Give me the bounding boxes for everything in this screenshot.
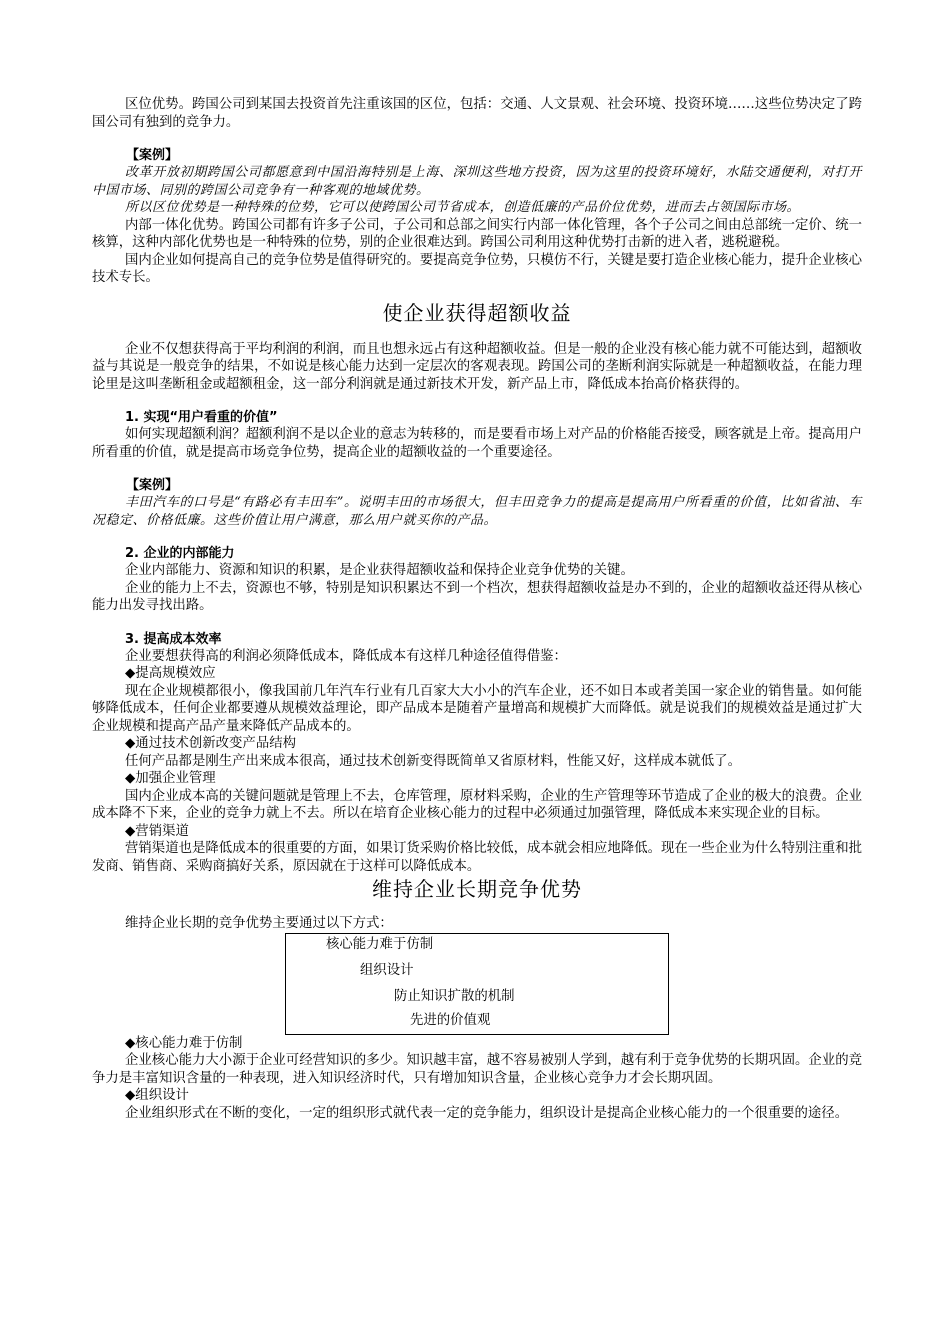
paragraph-org-design: 企业组织形式在不断的变化，一定的组织形式就代表一定的竞争能力，组织设计是提高企业核心能力的一个很重要的途径。	[125, 1105, 849, 1121]
paragraph-tech-innovation: 任何产品都是刚生产出来成本很高，通过技术创新变得既简单又省原材料，性能又好，这样成本就低了。	[125, 753, 741, 769]
section-title-excess-returns: 使企业获得超额收益	[382, 300, 572, 325]
bullet-org-design: ◆组织设计	[125, 1088, 189, 1103]
document-page	[92, 96, 862, 1122]
paragraph-internal-capability-2: 企业的能力上不去，资源也不够，特别是知识积累达不到一个档次，想获得超额收益是办不到的，企业的超额收益还得从核心能力出发寻找出路。	[92, 580, 862, 613]
box-item-knowledge-protection: 防止知识扩散的机制	[394, 988, 515, 1004]
bullet-tech-innovation: ◆通过技术创新改变产品结构	[125, 736, 296, 751]
bullet-marketing-channel: ◆营销渠道	[125, 823, 189, 839]
box-item-org-design: 组织设计	[360, 962, 414, 978]
methods-box	[285, 933, 669, 1035]
case-label: 【案例】	[126, 148, 179, 163]
paragraph-long-term-intro: 维持企业长期的竞争优势主要通过以下方式：	[125, 916, 393, 931]
paragraph-cost-efficiency: 企业要想获得高的利润必须降低成本，降低成本有这样几种途径值得借鉴：	[125, 648, 567, 664]
paragraph-user-value: 如何实现超额利润？超额利润不是以企业的意志为转移的，而是要看市场上对产品的价格能否接受，顾客就是上帝。提高用户所看重的价值，就是提高市场竞争位势，提高企业的超额收益的一个重要途径。	[92, 427, 862, 460]
paragraph-location-advantage: 区位优势。跨国公司到某国去投资首先注重该国的区位，包括：交通、人文景观、社会环境、投资环境……这些位势决定了跨国公司有独到的竞争力。	[92, 97, 862, 130]
paragraph-internal-capability-1: 企业内部能力、资源和知识的积累，是企业获得超额收益和保持企业竞争优势的关键。	[125, 563, 634, 578]
subheading-internal-capability: 2. 企业的内部能力	[125, 546, 235, 561]
case-conclusion: 所以区位优势是一种特殊的位势，它可以使跨国公司节省成本，创造低廉的产品价位优势，进而去占领国际市场。	[125, 200, 801, 215]
paragraph-marketing-channel: 营销渠道也是降低成本的很重要的方面，如果订货采购价格比较低，成本就会相应地降低。现在一些企业为什么特别注重和批发商、销售商、采购商搞好关系，原因就在于这样可以降低成本。	[92, 841, 862, 874]
bullet-scale-effect: ◆提高规模效应	[125, 666, 216, 681]
bullet-management: ◆加强企业管理	[125, 771, 216, 786]
box-item-values: 先进的价值观	[410, 1012, 491, 1028]
paragraph-scale-effect: 现在企业规模都很小，像我国前几年汽车行业有几百家大大小小的汽车企业，还不如日本或者美国一家企业的销售量。如何能够降低成本，任何企业都要遵从规模效益理论，即产品成本是随着产量增高和规模扩大而降低。就是说我们的规模效益是通过扩大企业规模和提高产品产量来降低产品成本的。	[92, 683, 862, 734]
paragraph-management: 国内企业成本高的关键问题就是管理上不去，仓库管理，原材料采购，企业的生产管理等环节造成了企业的极大的浪费。企业成本降不下来，企业的竞争力就上不去。所以在培育企业核心能力的过程中必须通过加强管理，降低成本来实现企业的目标。	[92, 788, 862, 821]
case-text-toyota: 丰田汽车的口号是“有路必有丰田车”。说明丰田的市场很大，但丰田竞争力的提高是提高用户所看重的价值，比如省油、车况稳定、价格低廉。这些价值让用户满意，那么用户就买你的产品。	[92, 495, 862, 528]
paragraph-core-capability: 企业核心能力大小源于企业可经营知识的多少。知识越丰富，越不容易被别人学到，越有利于竞争优势的长期巩固。企业的竞争力是丰富知识含量的一种表现，进入知识经济时代，只有增加知识含量，企业核心竞争力才会长期巩固。	[92, 1053, 862, 1086]
paragraph-internal-integration: 内部一体化优势。跨国公司都有许多子公司，子公司和总部之间实行内部一体化管理，各个子公司之间由总部统一定价、统一核算，这种内部化优势也是一种特殊的位势，别的企业很难达到。跨国公司利用这种优势打击新的进入者，逃税避税。	[92, 217, 862, 250]
box-item-core-capability: 核心能力难于仿制	[326, 936, 434, 952]
bullet-core-capability: ◆核心能力难于仿制	[125, 1035, 243, 1051]
paragraph-excess-returns-intro: 企业不仅想获得高于平均利润的利润，而且也想永远占有这种超额收益。但是一般的企业没有核心能力就不可能达到，超额收益与其说是一般竞争的结果，不如说是核心能力达到一定层次的客观表现。跨国公司的垄断利润实际就是一种超额收益，在能力理论里是这叫垄断租金或超额租金，这一部分利润就是通过新技术开发，新产品上市，降低成本抬高价格获得的。	[92, 341, 862, 392]
paragraph-domestic-enterprise: 国内企业如何提高自己的竞争位势是值得研究的。要提高竞争位势，只模仿不行，关键是要打造企业核心能力，提升企业核心技术专长。	[92, 252, 862, 285]
case-label: 【案例】	[126, 478, 179, 493]
subheading-cost-efficiency: 3. 提高成本效率	[125, 631, 222, 647]
section-title-long-term-advantage: 维持企业长期竞争优势	[372, 877, 582, 901]
case-text: 改革开放初期跨国公司都愿意到中国沿海特别是上海、深圳这些地方投资，因为这里的投资环境好，水陆交通便利，对打开中国市场、同别的跨国公司竞争有一种客观的地域优势。	[92, 165, 862, 198]
subheading-user-value: 1. 实现“用户看重的价值”	[125, 410, 278, 425]
